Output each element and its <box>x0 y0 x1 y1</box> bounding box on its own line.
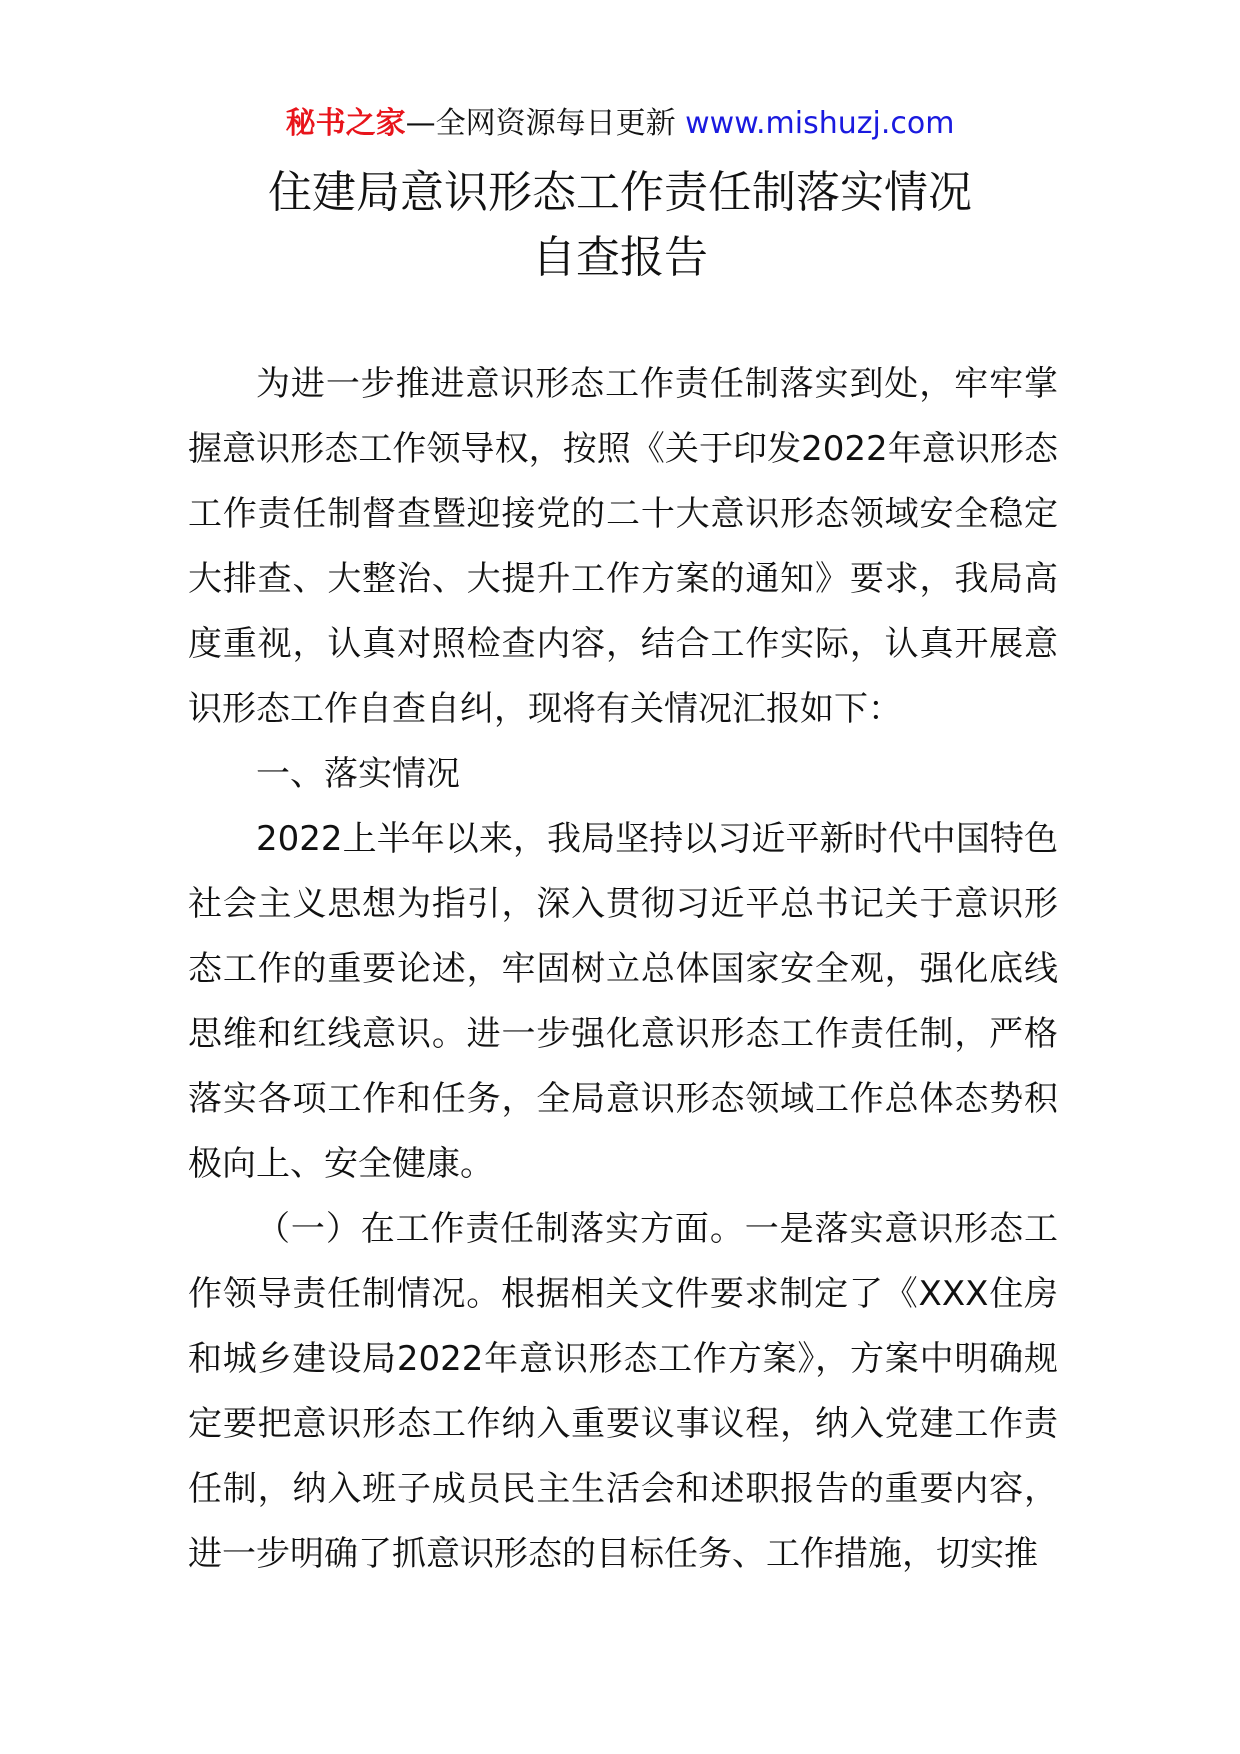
overview-paragraph: 2022上半年以来，我局坚持以习近平新时代中国特色社会主义思想为指引，深入贯彻习近平总书记关于意识形态工作的重要论述，牢固树立总体国家安全观，强化底线思维和红线意识。进一步强化意识形态工作责任制，严格落实各项工作和任务，全局意识形态领域工作总体态势积极向上、安全健康。 <box>188 819 1058 1184</box>
responsibility-paragraph: （一）在工作责任制落实方面。一是落实意识形态工作领导责任制情况。根据相关文件要求制定了《XXX住房和城乡建设局2022年意识形态工作方案》，方案中明确规定要把意识形态工作纳入重要议事议程，纳入党建工作责任制，纳入班子成员民主生活会和述职报告的重要内容，进一步明确了抓意识形态的目标任务、工作措施，切实推 <box>188 1209 1058 1574</box>
site-url[interactable]: www.mishuzj.com <box>685 106 955 141</box>
document-title-line-2: 自查报告 <box>532 232 708 283</box>
intro-paragraph: 为进一步推进意识形态工作责任制落实到处，牢牢掌握意识形态工作领导权，按照《关于印发2022年意识形态工作责任制督查暨迎接党的二十大意识形态领域安全稳定大排查、大整治、大提升工作方案的通知》要求，我局高度重视，认真对照检查内容，结合工作实际，认真开展意识形态工作自查自纠，现将有关情况汇报如下： <box>188 364 1058 729</box>
site-header <box>0 104 1240 144</box>
section-heading: 一、落实情况 <box>256 754 460 794</box>
document-title-line-1: 住建局意识形态工作责任制落实情况 <box>268 167 972 218</box>
document-body <box>188 352 1058 1587</box>
brand-slogan: —全网资源每日更新 <box>405 106 676 141</box>
brand-name: 秘书之家 <box>285 106 406 141</box>
